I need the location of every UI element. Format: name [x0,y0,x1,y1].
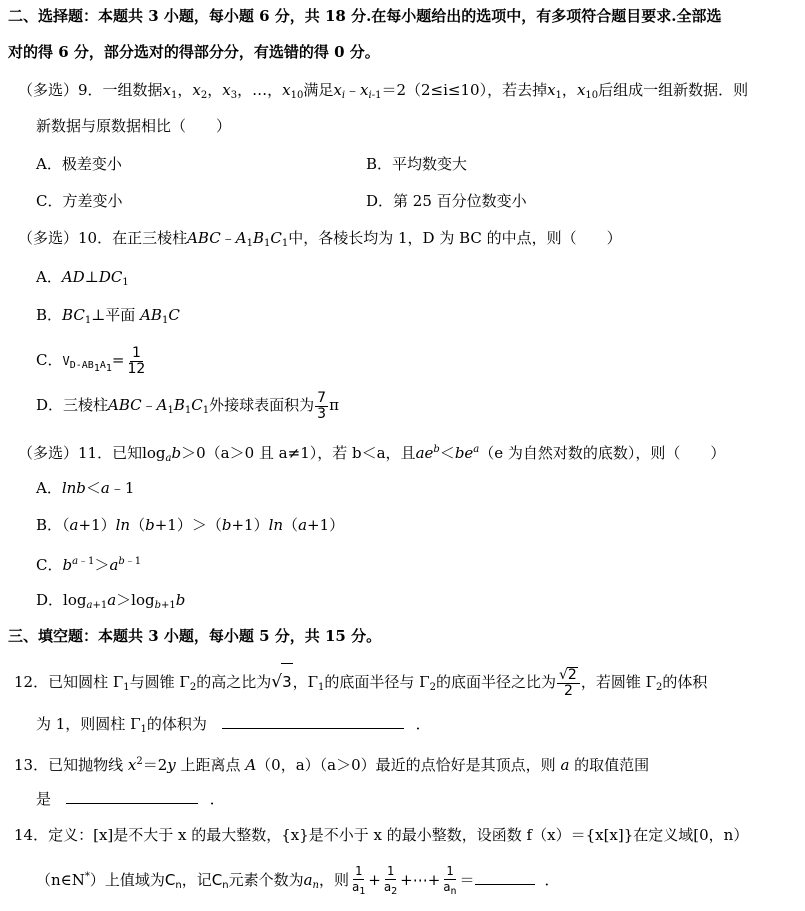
q10-option-d: D．三棱柱$ABC﹣A_1B_1C_1$外接球表面积为 $\frac{7}{3}$ π [36,389,339,422]
q13-stem-line2: 是 ． [36,790,225,808]
q9-option-c: C．方差变小 [36,192,123,210]
fraction-one-twelfth: $\frac{1}{12}$ [127,344,146,377]
q11-option-c: C．$b^{a﹣1}>a^{b﹣1}$ [36,556,142,574]
q10-option-b: B．$BC_1\perp$平面 $AB_1C$ [36,306,180,326]
fraction-seven-thirds: $\frac{7}{3}$ [317,389,327,422]
q10-stem: （多选）10．在正三棱柱$ABC﹣A_1B_1C_1$中，各棱长均为 1，D 为 BC 的中点，则（ ） [18,229,622,249]
q12-stem-line2: 为 1，则圆柱 $\Gamma_1$的体积为 ． [36,715,431,735]
q9-option-b: B．平均数变大 [366,155,468,173]
q10-option-a: A．$AD\perp DC_1$ [36,268,129,288]
q11-option-b: B．（a+1）ln（b+1）＞（b+1）ln（a+1） [36,516,345,534]
q9-option-d: D．第 25 百分位数变小 [366,192,527,210]
q10-option-c: C．$V_{D-AB_1A_1}=$ $\frac{1}{12}$ [36,344,146,377]
q12-stem-line1: 12．已知圆柱 $\Gamma_1$与圆锥 $\Gamma_2$的高之比为√3，$\Gamma_1$的底面半径与 $\Gamma_2$的底面半径之比为 $\frac{√2}{2}$ ，若圆锥 $\Gamma_2$的体积 [14,663,707,706]
q14-stem-line2: （n∈N*）上值域为$C_n$，记$C_n$元素个数为$a_n$，则 $\frac{1}{a_1}$ + $\frac{1}{a_2}$ +⋯+ $\frac{1}{a_n}$ ＝ ． [36,863,560,897]
fraction-one-over-a2: $\frac{1}{a_2}$ [383,863,398,897]
fraction-one-over-a1: $\frac{1}{a_1}$ [352,863,366,897]
section3-title: 三、填空题：本题共 3 小题，每小题 5 分，共 15 分。 [8,627,382,645]
q13-stem-line1: 13．已知抛物线 $x^2=2y$ 上距离点 A（0，a）（a＞0）最近的点恰好是其顶点，则 a 的取值范围 [14,756,650,774]
q14-stem-line1: 14．定义：[x]是不大于 x 的最大整数，{x}是不小于 x 的最小整数，设函数 f（x）＝{x[x]}在定义域[0，n） [14,826,749,844]
section2-title-line2: 对的得 6 分，部分选对的得部分分，有选错的得 0 分。 [8,43,380,61]
q11-option-d: D．$\log_{a+1}a>\log_{b+1}b$ [36,591,186,611]
q13-answer-blank[interactable] [66,789,198,804]
q14-answer-blank[interactable] [475,870,535,885]
q9-option-a: A．极差变小 [36,155,122,173]
q11-stem: （多选）11．已知$\log_ab>0(a>0$ 且 a≠1），若 b＜a，且$ae^b<be^a(e$ 为自然对数的底数），则（ ） [18,444,726,464]
fraction-one-over-an: $\frac{1}{a_n}$ [443,863,457,897]
q9-stem-line1: （多选）9．一组数据$x_1$，$x_2$，$x_3$，…，$x_{10}$满足$x_i﹣x_{i-1}=2(2\le i\le 10)$，若去掉$x_1$，$x_{10}$后组成一组新数据．则 [18,81,749,101]
q12-answer-blank[interactable] [222,714,404,729]
section2-title-line1: 二、选择题：本题共 3 小题，每小题 6 分，共 18 分.在每小题给出的选项中，有多项符合题目要求.全部选 [8,7,722,25]
q11-option-a: A．lnb＜a﹣1 [36,479,135,497]
q9-stem-line2: 新数据与原数据相比（ ） [36,117,232,135]
fraction-sqrt2-over-2: $\frac{√2}{2}$ [557,667,580,699]
